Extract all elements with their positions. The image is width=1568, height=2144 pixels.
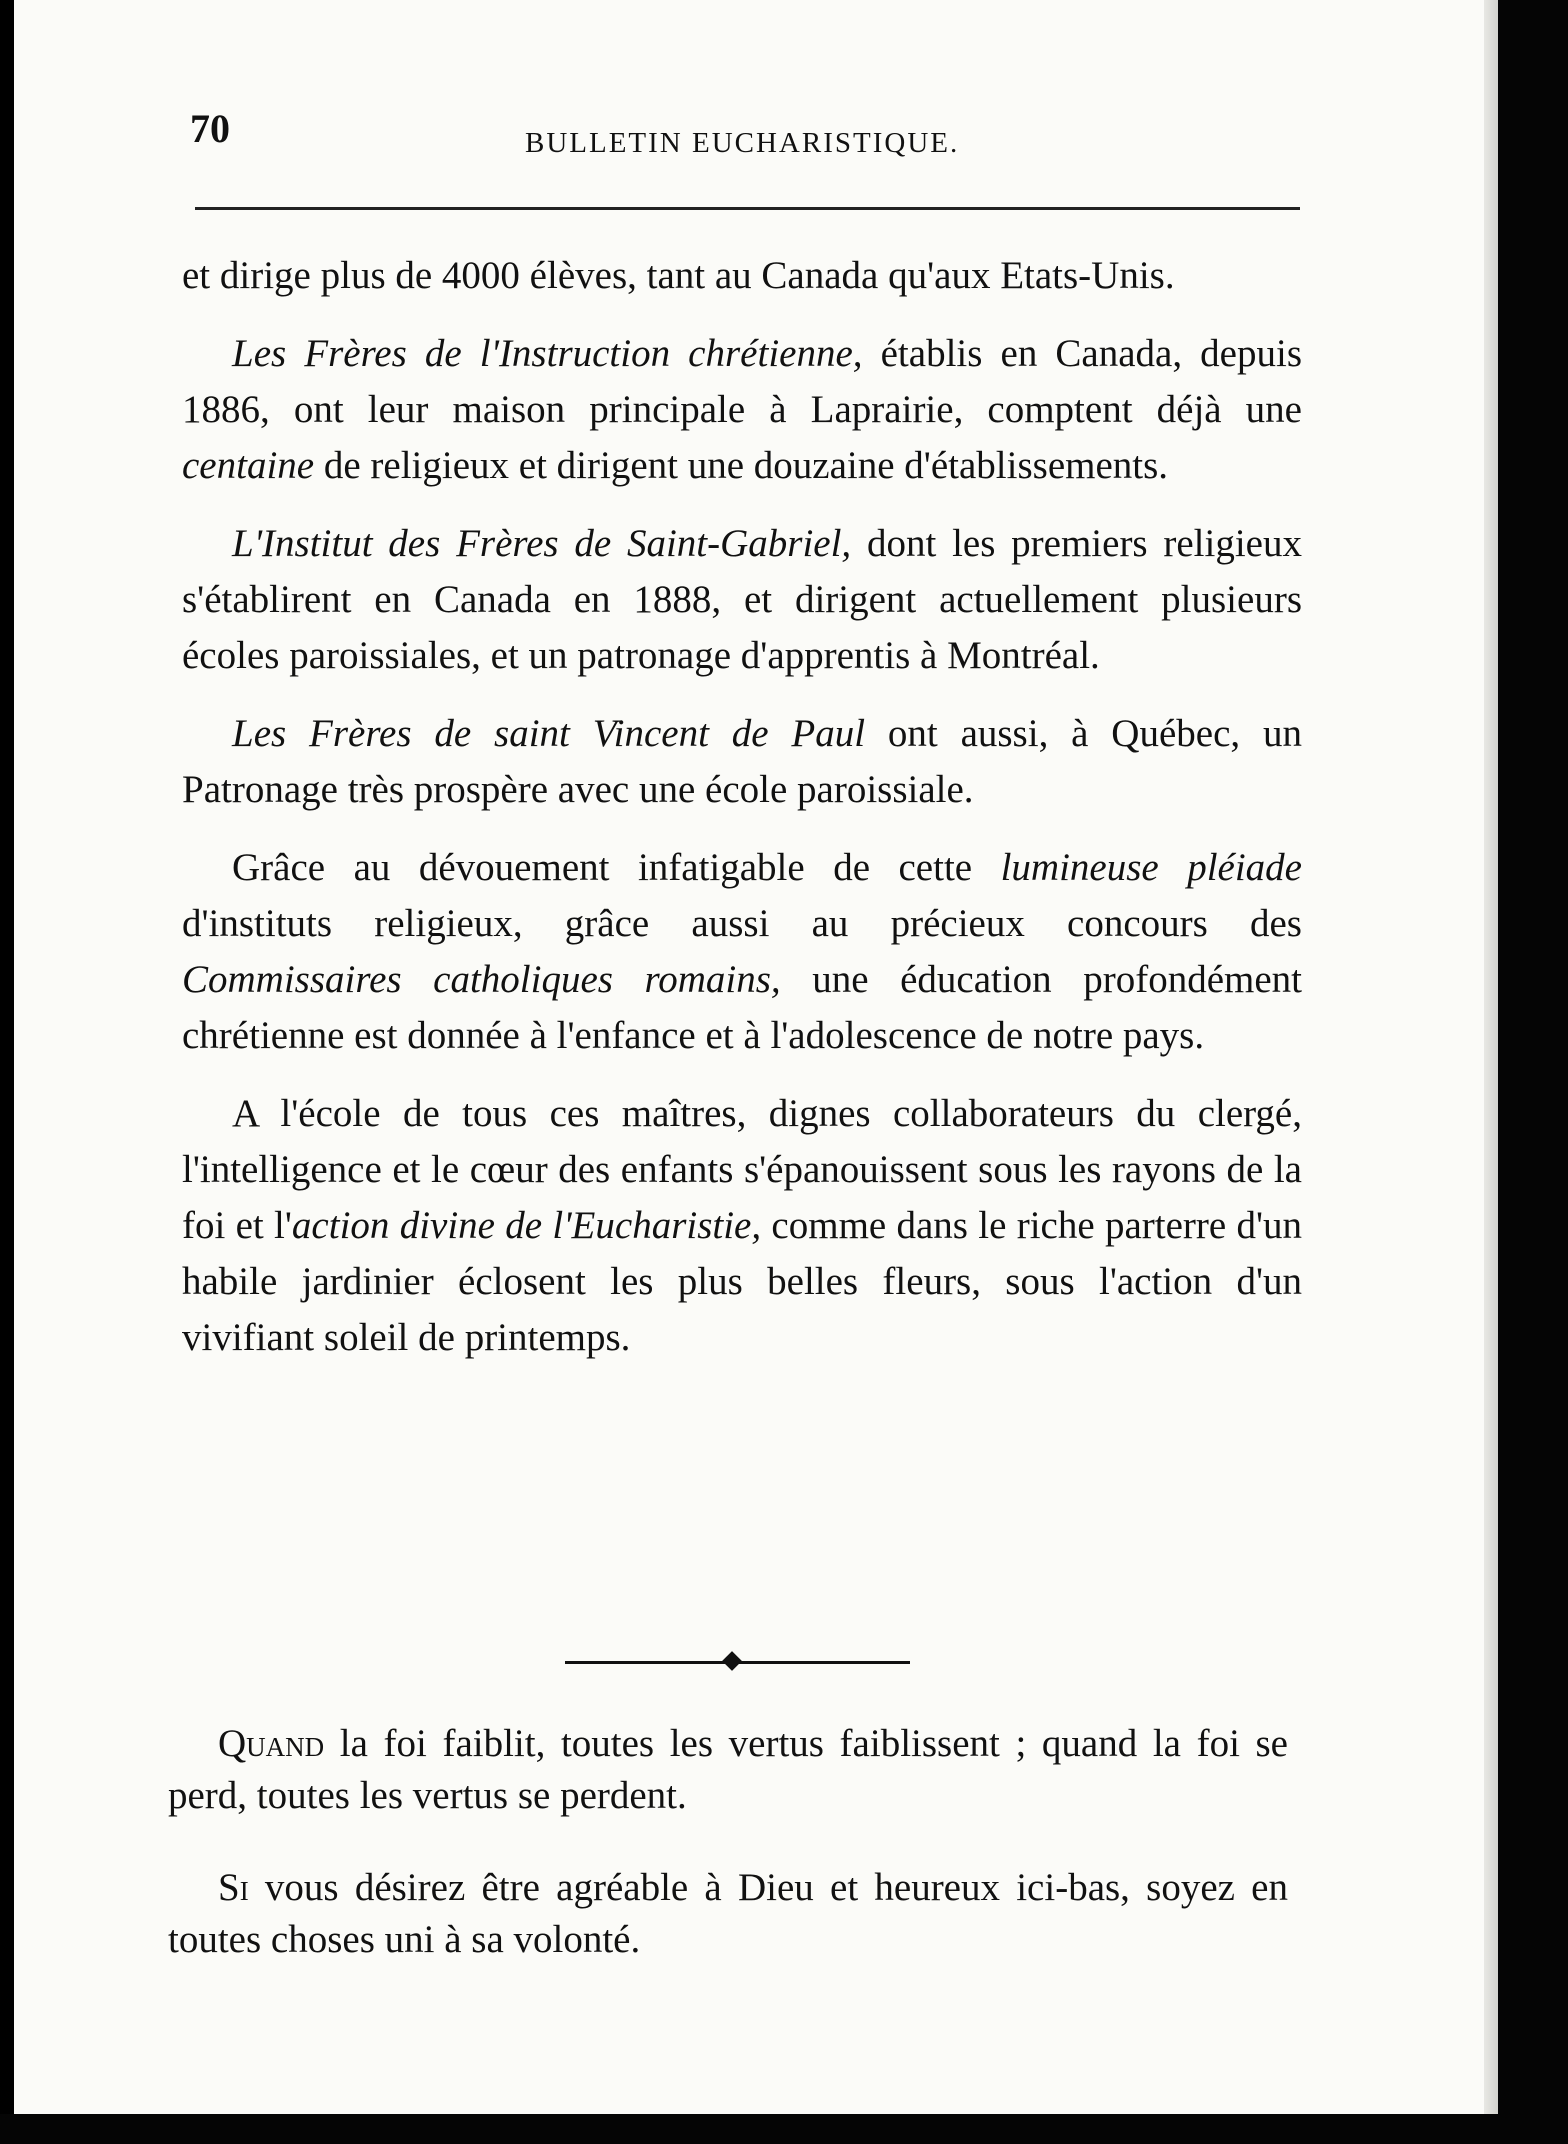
maxim-2 xyxy=(168,1862,1288,1966)
paragraph-1 xyxy=(182,248,1302,304)
body-text xyxy=(182,248,1302,1388)
maxims-section xyxy=(168,1718,1288,2006)
maxim-lead-word: Si xyxy=(218,1866,249,1909)
paragraph-text: ont aussi, à Québec, un Patronage très prospère avec une école paroissiale. xyxy=(182,712,1302,811)
italic-phrase: lumineuse pléiade xyxy=(1000,846,1302,889)
italic-phrase: action divine de l'Eucharistie, xyxy=(291,1204,762,1247)
maxim-text: la foi faiblit, toutes les vertus faiblissent ; quand la foi se perd, toutes les vertus se perdent. xyxy=(168,1722,1288,1817)
page-number: 70 xyxy=(190,106,230,151)
page-header xyxy=(190,105,1300,165)
paragraph-6 xyxy=(182,1086,1302,1366)
running-title: BULLETIN EUCHARISTIQUE. xyxy=(525,127,960,159)
diamond-icon xyxy=(722,1651,742,1671)
paragraph-text: dont les premiers religieux s'établirent en Canada en 1888, et dirigent actuellement plusieurs écoles paroissiales, et un patronage d'apprentis à Montréal. xyxy=(182,522,1302,677)
italic-phrase: Les Frères de l'Instruction chrétienne, xyxy=(232,332,863,375)
paragraph-2 xyxy=(182,326,1302,494)
italic-phrase: centaine xyxy=(182,444,315,487)
paragraph-text: établis en Canada, depuis 1886, ont leur maison principale à Laprairie, comptent déjà une xyxy=(182,332,1302,431)
paragraph-text: Grâce au dévouement infatigable de cette xyxy=(232,846,1001,889)
paragraph-text: comme dans le riche parterre d'un habile jardinier éclosent les plus belles fleurs, sous l'action d'un vivifiant soleil de printemps. xyxy=(182,1204,1303,1359)
section-divider-ornament xyxy=(565,1650,910,1674)
paragraph-text: une éducation profondément chrétienne est donnée à l'enfance et à l'adolescence de notre pays. xyxy=(182,958,1302,1057)
paragraph-text: d'instituts religieux, grâce aussi au précieux concours des xyxy=(182,902,1302,945)
italic-phrase: Les Frères de saint Vincent de Paul xyxy=(232,712,866,755)
scan-border-bottom xyxy=(0,2114,1568,2144)
paragraph-4 xyxy=(182,706,1302,818)
maxim-text: vous désirez être agréable à Dieu et heureux ici-bas, soyez en toutes choses uni à sa volonté. xyxy=(168,1866,1288,1961)
paragraph-text: A l'école de tous ces maîtres, dignes collaborateurs du clergé, l'intelligence et le cœur des enfants s'épanouissent sous les rayons de la foi et l' xyxy=(182,1092,1302,1247)
paragraph-text: et dirige plus de 4000 élèves, tant au Canada qu'aux Etats-Unis. xyxy=(182,254,1175,297)
paragraph-text: de religieux et dirigent une douzaine d'établissements. xyxy=(314,444,1169,487)
maxim-lead-word: Quand xyxy=(218,1722,325,1765)
italic-phrase: L'Institut des Frères de Saint-Gabriel, xyxy=(232,522,852,565)
header-rule xyxy=(195,207,1300,210)
italic-phrase: Commissaires catholiques romains, xyxy=(182,958,781,1001)
paragraph-3 xyxy=(182,516,1302,684)
paragraph-5 xyxy=(182,840,1302,1064)
maxim-1 xyxy=(168,1718,1288,1822)
scan-border-right xyxy=(1498,0,1568,2144)
